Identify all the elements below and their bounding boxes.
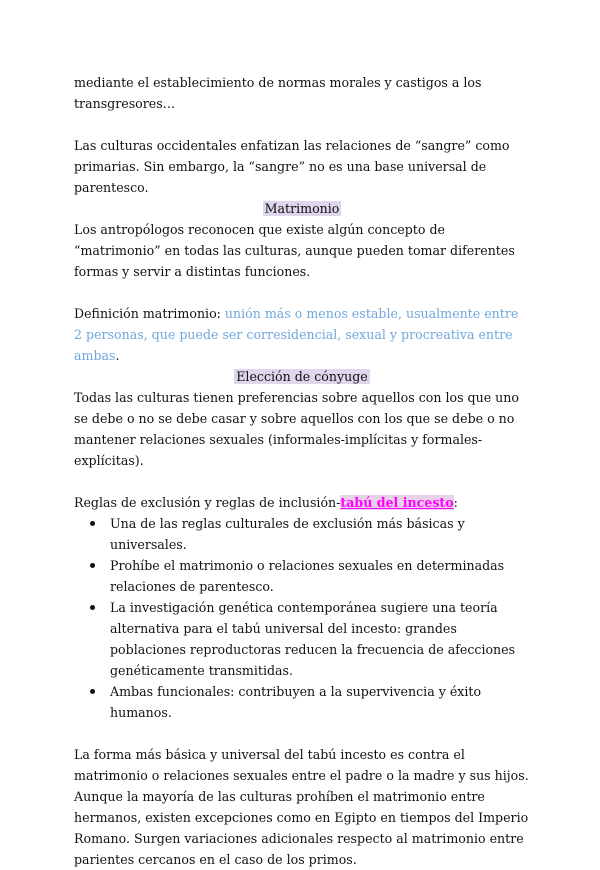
- heading-spouse: [74, 366, 530, 387]
- definition-paragraph: [74, 303, 530, 366]
- marriage-paragraph: Los antropólogos reconocen que existe algún concepto de “matrimonio” en todas las culturas, aunque pueden tomar diferentes formas y servir a distintas funciones.: [74, 222, 515, 279]
- intro-paragraph: mediante el establecimiento de normas morales y castigos a los transgresores…: [74, 75, 482, 111]
- bullet-item: Una de las reglas culturales de exclusión más básicas y universales.: [110, 513, 530, 555]
- heading-marriage: [74, 198, 530, 219]
- rules-prefix: Reglas de exclusión y reglas de inclusión-: [74, 495, 341, 510]
- spacer: [74, 114, 530, 135]
- spacer: [74, 282, 530, 303]
- bullet-item: Prohíbe el matrimonio o relaciones sexuales en determinadas relaciones de parentesco.: [110, 555, 530, 597]
- blood-paragraph: Las culturas occidentales enfatizan las relaciones de “sangre” como primarias. Sin embargo, la “sangre” no es una base universal de parentesco.: [74, 138, 510, 195]
- definition-end: .: [115, 348, 120, 363]
- definition-text: unión más o menos estable, usualmente entre 2 personas, que puede ser corresidencial, sexual y procreativa entre ambas: [74, 306, 519, 363]
- definition-label: Definición matrimonio:: [74, 306, 225, 321]
- bullet-list: [74, 513, 530, 723]
- rules-suffix: :: [453, 495, 458, 510]
- heading-marriage-text: Matrimonio: [264, 201, 340, 216]
- spacer: [74, 471, 530, 492]
- heading-spouse-text: Elección de cónyuge: [236, 369, 368, 384]
- incest-taboo-link[interactable]: tabú del incesto: [340, 495, 454, 510]
- rules-line: [74, 492, 530, 513]
- final-paragraph: La forma más básica y universal del tabú incesto es contra el matrimonio o relaciones sexuales entre el padre o la madre y sus hijos. Aunque la mayoría de las culturas prohíben el matrimonio entre hermanos, existen excepciones como en Egipto en tiempos del Imperio Romano. Surgen variaciones adicionales respecto al matrimonio entre parientes cercanos en el caso de los primos.: [74, 747, 529, 867]
- spouse-paragraph: Todas las culturas tienen preferencias sobre aquellos con los que uno se debe o no se debe casar y sobre aquellos con los que se debe o no mantener relaciones sexuales (informales-implícitas y formales-explícitas).: [74, 390, 519, 468]
- spacer: [74, 723, 530, 744]
- bullet-item: La investigación genética contemporánea sugiere una teoría alternativa para el tabú universal del incesto: grandes poblaciones reproductoras reducen la frecuencia de afecciones genéticamente transmitidas.: [110, 597, 530, 681]
- bullet-item: Ambas funcionales: contribuyen a la supervivencia y éxito humanos.: [110, 681, 530, 723]
